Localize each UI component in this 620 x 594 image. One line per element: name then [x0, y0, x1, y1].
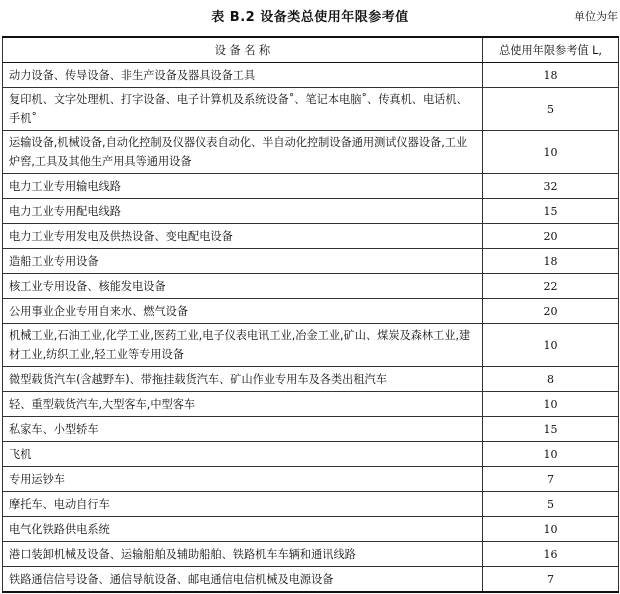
service-life-cell: 32 [483, 174, 619, 199]
equipment-name-cell: 核工业专用设备、核能发电设备 [3, 274, 483, 299]
equipment-name-cell: 动力设备、传导设备、非生产设备及器具设备工具 [3, 63, 483, 88]
equipment-name-cell: 私家车、小型轿车 [3, 417, 483, 442]
service-life-cell: 20 [483, 224, 619, 249]
equipment-name-cell: 摩托车、电动自行车 [3, 492, 483, 517]
table-row [3, 88, 619, 131]
table-header-row [3, 37, 619, 63]
table-row [3, 224, 619, 249]
table-row [3, 174, 619, 199]
table-row [3, 417, 619, 442]
service-life-cell: 10 [483, 324, 619, 367]
table-row [3, 392, 619, 417]
table-row [3, 517, 619, 542]
service-life-cell: 22 [483, 274, 619, 299]
equipment-name-cell: 复印机、文字处理机、打字设备、电子计算机及系统设备˚、笔记本电脑˚、传真机、电话机、手机˚ [3, 88, 483, 131]
service-life-cell: 18 [483, 63, 619, 88]
equipment-name-cell: 电力工业专用发电及供热设备、变电配电设备 [3, 224, 483, 249]
table-row [3, 492, 619, 517]
service-life-cell: 16 [483, 542, 619, 567]
equipment-name-cell: 电气化铁路供电系统 [3, 517, 483, 542]
table-row [3, 299, 619, 324]
table-row [3, 367, 619, 392]
service-life-cell: 15 [483, 417, 619, 442]
equipment-name-cell: 公用事业企业专用自来水、燃气设备 [3, 299, 483, 324]
table-row [3, 249, 619, 274]
equipment-name-cell: 轻、重型载货汽车,大型客车,中型客车 [3, 392, 483, 417]
table-row [3, 467, 619, 492]
table-row [3, 274, 619, 299]
table-row [3, 131, 619, 174]
table-row [3, 442, 619, 467]
equipment-name-cell: 飞机 [3, 442, 483, 467]
equipment-name-cell: 专用运钞车 [3, 467, 483, 492]
table-caption [0, 0, 620, 34]
unit-label: 单位为年 [574, 10, 618, 23]
service-life-cell: 7 [483, 567, 619, 593]
table-row [3, 542, 619, 567]
service-life-cell: 10 [483, 517, 619, 542]
service-life-cell: 5 [483, 492, 619, 517]
equipment-name-cell: 运输设备,机械设备,自动化控制及仪器仪表自动化、半自动化控制设备通用测试仪器设备,工业炉窖,工具及其他生产用具等通用设备 [3, 131, 483, 174]
table-row [3, 324, 619, 367]
service-life-table [2, 36, 619, 593]
service-life-cell: 5 [483, 88, 619, 131]
equipment-name-cell: 电力工业专用输电线路 [3, 174, 483, 199]
equipment-name-cell: 铁路通信信号设备、通信导航设备、邮电通信电信机械及电源设备 [3, 567, 483, 593]
equipment-name-cell: 电力工业专用配电线路 [3, 199, 483, 224]
equipment-name-cell: 港口装卸机械及设备、运输船舶及辅助船舶、铁路机车车辆和通讯线路 [3, 542, 483, 567]
equipment-name-cell: 造船工业专用设备 [3, 249, 483, 274]
service-life-cell: 18 [483, 249, 619, 274]
column-header-service-life: 总使用年限参考值 L, [483, 37, 619, 63]
equipment-name-cell: 微型载货汽车(含越野车)、带拖挂载货汽车、矿山作业专用车及各类出租汽车 [3, 367, 483, 392]
column-header-equipment-name: 设 备 名 称 [3, 37, 483, 63]
service-life-cell: 20 [483, 299, 619, 324]
table-title: 表 B.2 设备类总使用年限参考值 [211, 10, 409, 25]
service-life-cell: 10 [483, 131, 619, 174]
table-row [3, 567, 619, 593]
service-life-cell: 10 [483, 442, 619, 467]
service-life-cell: 7 [483, 467, 619, 492]
service-life-cell: 10 [483, 392, 619, 417]
equipment-name-cell: 机械工业,石油工业,化学工业,医药工业,电子仪表电讯工业,冶金工业,矿山、煤炭及森林工业,建材工业,纺织工业,轻工业等专用设备 [3, 324, 483, 367]
service-life-cell: 15 [483, 199, 619, 224]
table-row [3, 199, 619, 224]
table-row [3, 63, 619, 88]
service-life-cell: 8 [483, 367, 619, 392]
